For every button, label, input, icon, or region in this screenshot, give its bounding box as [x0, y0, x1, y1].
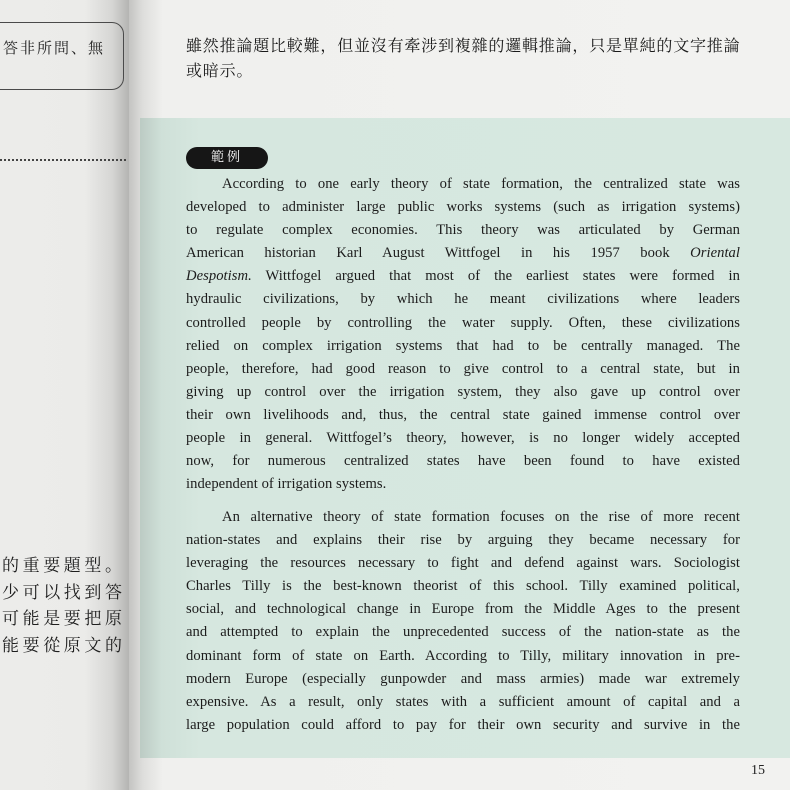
text-line: relied on complex irrigation systems that had to be centrally managed. The [186, 337, 740, 354]
text-line: American historian Karl August Wittfogel in his 1957 book Oriental [186, 245, 740, 262]
text-line: and attempted to explain the unprecedented success of the nation-state as the [186, 624, 740, 641]
text-line: controlled people by controlling the water supply. Often, these civilizations [186, 314, 740, 331]
text-line: Despotism. Wittfogel argued that most of the earliest states were formed in [186, 268, 740, 285]
text-line: modern Europe (especially gunpowder and mass armies) made war extremely [186, 670, 740, 687]
dotted-divider [0, 159, 126, 161]
intro-line: 雖然推論題比較難，但並沒有牽涉到複雜的邏輯推論，只是單純的文字推論 [186, 36, 741, 55]
left-page-text-line: 的重要題型。 [2, 556, 126, 576]
left-page-text-line: 少可以找到答 [2, 582, 126, 603]
text-line: independent of irrigation systems. [186, 476, 387, 493]
text-line: dominant form of state on Earth. According to Tilly, military innovation in pre- [186, 647, 740, 664]
text-line: Charles Tilly is the best-known theorist of this school. Tilly examined political, [186, 578, 740, 595]
text-line: nation-states and explains their rise by arguing they became necessary for [186, 532, 740, 549]
intro-line: 或暗示。 [186, 61, 254, 80]
left-page-text-line: 能要從原文的 [2, 635, 126, 656]
left-facing-page [0, 0, 129, 790]
text-line: giving up control over the irrigation system, they also gave up control over [186, 383, 740, 400]
text-line: people, therefore, had good reason to give control to a central state, but in [186, 360, 740, 377]
text-line: An alternative theory of state formation focuses on the rise of more recent [222, 509, 740, 525]
left-boxed-note-text: 答非所問、無 [3, 39, 106, 57]
example-paragraph [186, 173, 740, 496]
text-line: social, and technological change in Europe from the Middle Ages to the present [186, 601, 740, 618]
left-page-text-line: 可能是要把原 [2, 609, 126, 629]
text-line: now, for numerous centralized states have been found to have existed [186, 453, 740, 470]
right-page [129, 0, 790, 790]
left-page-text-block [2, 553, 129, 659]
text-line: people in general. Wittfogel’s theory, however, is no longer widely accepted [186, 430, 740, 447]
text-line: leveraging the resources necessary to fight and defend against wars. Sociologist [186, 555, 740, 572]
text-line: expensive. As a result, only states with a sufficient amount of capital and a [186, 693, 740, 710]
book-title: Despotism. [186, 268, 252, 285]
text-line: large population could afford to pay for their own security and survive in the [186, 716, 740, 733]
page-number: 15 [751, 763, 765, 778]
intro-text [186, 33, 752, 83]
text-line: their own livelihoods and, thus, the central state gained immense control over [186, 406, 740, 423]
text-line: developed to administer large public works systems (such as irrigation systems) [186, 199, 740, 216]
text-line: to regulate complex economies. This theory was articulated by German [186, 222, 740, 239]
text-line: According to one early theory of state formation, the centralized state was [222, 176, 740, 192]
text-line: hydraulic civilizations, by which he meant civilizations where leaders [186, 291, 740, 308]
left-boxed-note [0, 22, 124, 90]
example-paragraph [186, 506, 740, 737]
example-label: 範例 [186, 147, 268, 169]
book-title: Oriental [690, 245, 740, 262]
